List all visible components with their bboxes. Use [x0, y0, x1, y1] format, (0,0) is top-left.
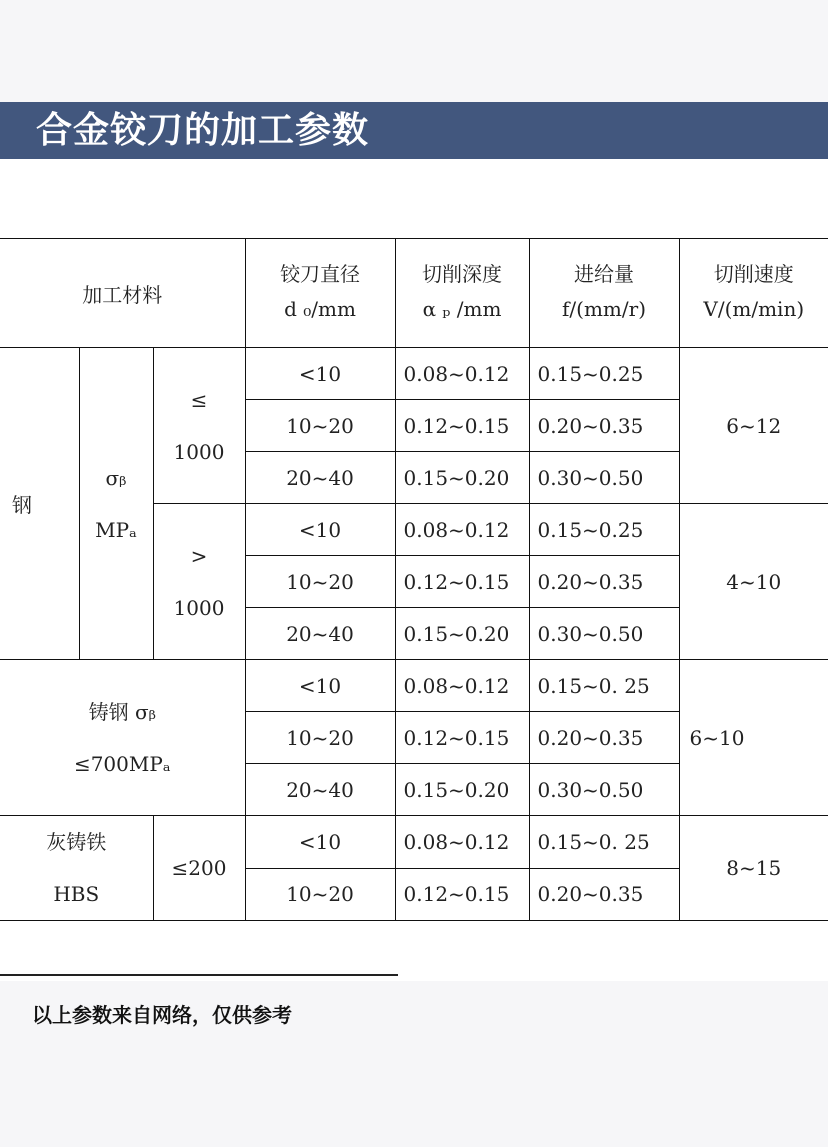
cell-depth: 0.08~0.12: [395, 504, 529, 556]
gray-iron-label: 灰铸铁: [46, 830, 107, 854]
header-speed-unit: V/(m/min): [679, 291, 828, 348]
cell-feed: 0.20~0.35: [529, 868, 679, 921]
cell-feed: 0.30~0.50: [529, 452, 679, 504]
steel-strength-label: [79, 348, 153, 660]
material-gray-iron: [0, 816, 153, 921]
cell-diameter: 20~40: [245, 452, 395, 504]
header-row-1: [0, 239, 828, 292]
steel-sigma: σᵦ: [105, 465, 127, 490]
footnote-divider: [0, 974, 398, 976]
cell-depth: 0.08~0.12: [395, 348, 529, 400]
cell-feed: 0.15~0.25: [529, 348, 679, 400]
gray-iron-cond: ≤200: [153, 816, 245, 921]
header-feed-unit: f/(mm/r): [529, 291, 679, 348]
cell-diameter: 10~20: [245, 712, 395, 764]
cell-feed: 0.30~0.50: [529, 608, 679, 660]
cell-speed: 6~10: [679, 660, 828, 816]
cell-depth: 0.08~0.12: [395, 816, 529, 869]
cell-feed: 0.15~0. 25: [529, 660, 679, 712]
table-row: [0, 816, 828, 869]
cell-depth: 0.15~0.20: [395, 608, 529, 660]
cell-diameter: <10: [245, 504, 395, 556]
cell-feed: 0.30~0.50: [529, 764, 679, 816]
header-speed: 切削速度: [679, 239, 828, 292]
header-feed: 进给量: [529, 239, 679, 292]
title-banner: [0, 102, 828, 159]
cell-diameter: 10~20: [245, 400, 395, 452]
reamer-parameters-table: [0, 238, 828, 921]
header-depth: 切削深度: [395, 239, 529, 292]
table-row: [0, 660, 828, 712]
cast-steel-label: 铸钢 σᵦ: [88, 699, 156, 724]
cell-depth: 0.12~0.15: [395, 712, 529, 764]
cell-depth: 0.12~0.15: [395, 400, 529, 452]
cell-diameter: 20~40: [245, 608, 395, 660]
cell-feed: 0.20~0.35: [529, 400, 679, 452]
material-steel: 钢: [0, 348, 79, 660]
cell-speed: 8~15: [679, 816, 828, 921]
cell-feed: 0.15~0. 25: [529, 816, 679, 869]
cell-speed: 6~12: [679, 348, 828, 504]
cond-symbol: >: [190, 543, 208, 568]
cond-value: 1000: [173, 595, 225, 620]
header-diameter-unit: d ₀/mm: [245, 291, 395, 348]
cell-depth: 0.12~0.15: [395, 556, 529, 608]
material-cast-steel: [0, 660, 245, 816]
cond-value: 1000: [173, 439, 225, 464]
steel-unit: MPₐ: [95, 517, 137, 542]
cell-diameter: <10: [245, 348, 395, 400]
cell-feed: 0.20~0.35: [529, 712, 679, 764]
cell-speed: 4~10: [679, 504, 828, 660]
cast-steel-cond: ≤700MPₐ: [73, 751, 171, 776]
table-row: [0, 348, 828, 400]
cell-diameter: 20~40: [245, 764, 395, 816]
header-diameter: 铰刀直径: [245, 239, 395, 292]
header-depth-unit: α ₚ /mm: [395, 291, 529, 348]
cell-depth: 0.15~0.20: [395, 764, 529, 816]
cell-feed: 0.20~0.35: [529, 556, 679, 608]
cell-depth: 0.08~0.12: [395, 660, 529, 712]
cell-diameter: 10~20: [245, 868, 395, 921]
gray-iron-unit: HBS: [53, 882, 100, 906]
cell-feed: 0.15~0.25: [529, 504, 679, 556]
cond-symbol: ≤: [190, 387, 208, 412]
cell-diameter: <10: [245, 660, 395, 712]
cell-depth: 0.15~0.20: [395, 452, 529, 504]
cell-diameter: <10: [245, 816, 395, 869]
steel-cond-gt-1000: [153, 504, 245, 660]
footnote: 以上参数来自网络，仅供参考: [32, 1003, 292, 1027]
steel-cond-le-1000: [153, 348, 245, 504]
cell-diameter: 10~20: [245, 556, 395, 608]
cell-depth: 0.12~0.15: [395, 868, 529, 921]
header-material: 加工材料: [0, 239, 245, 348]
page-title: 合金铰刀的加工参数: [36, 110, 370, 151]
